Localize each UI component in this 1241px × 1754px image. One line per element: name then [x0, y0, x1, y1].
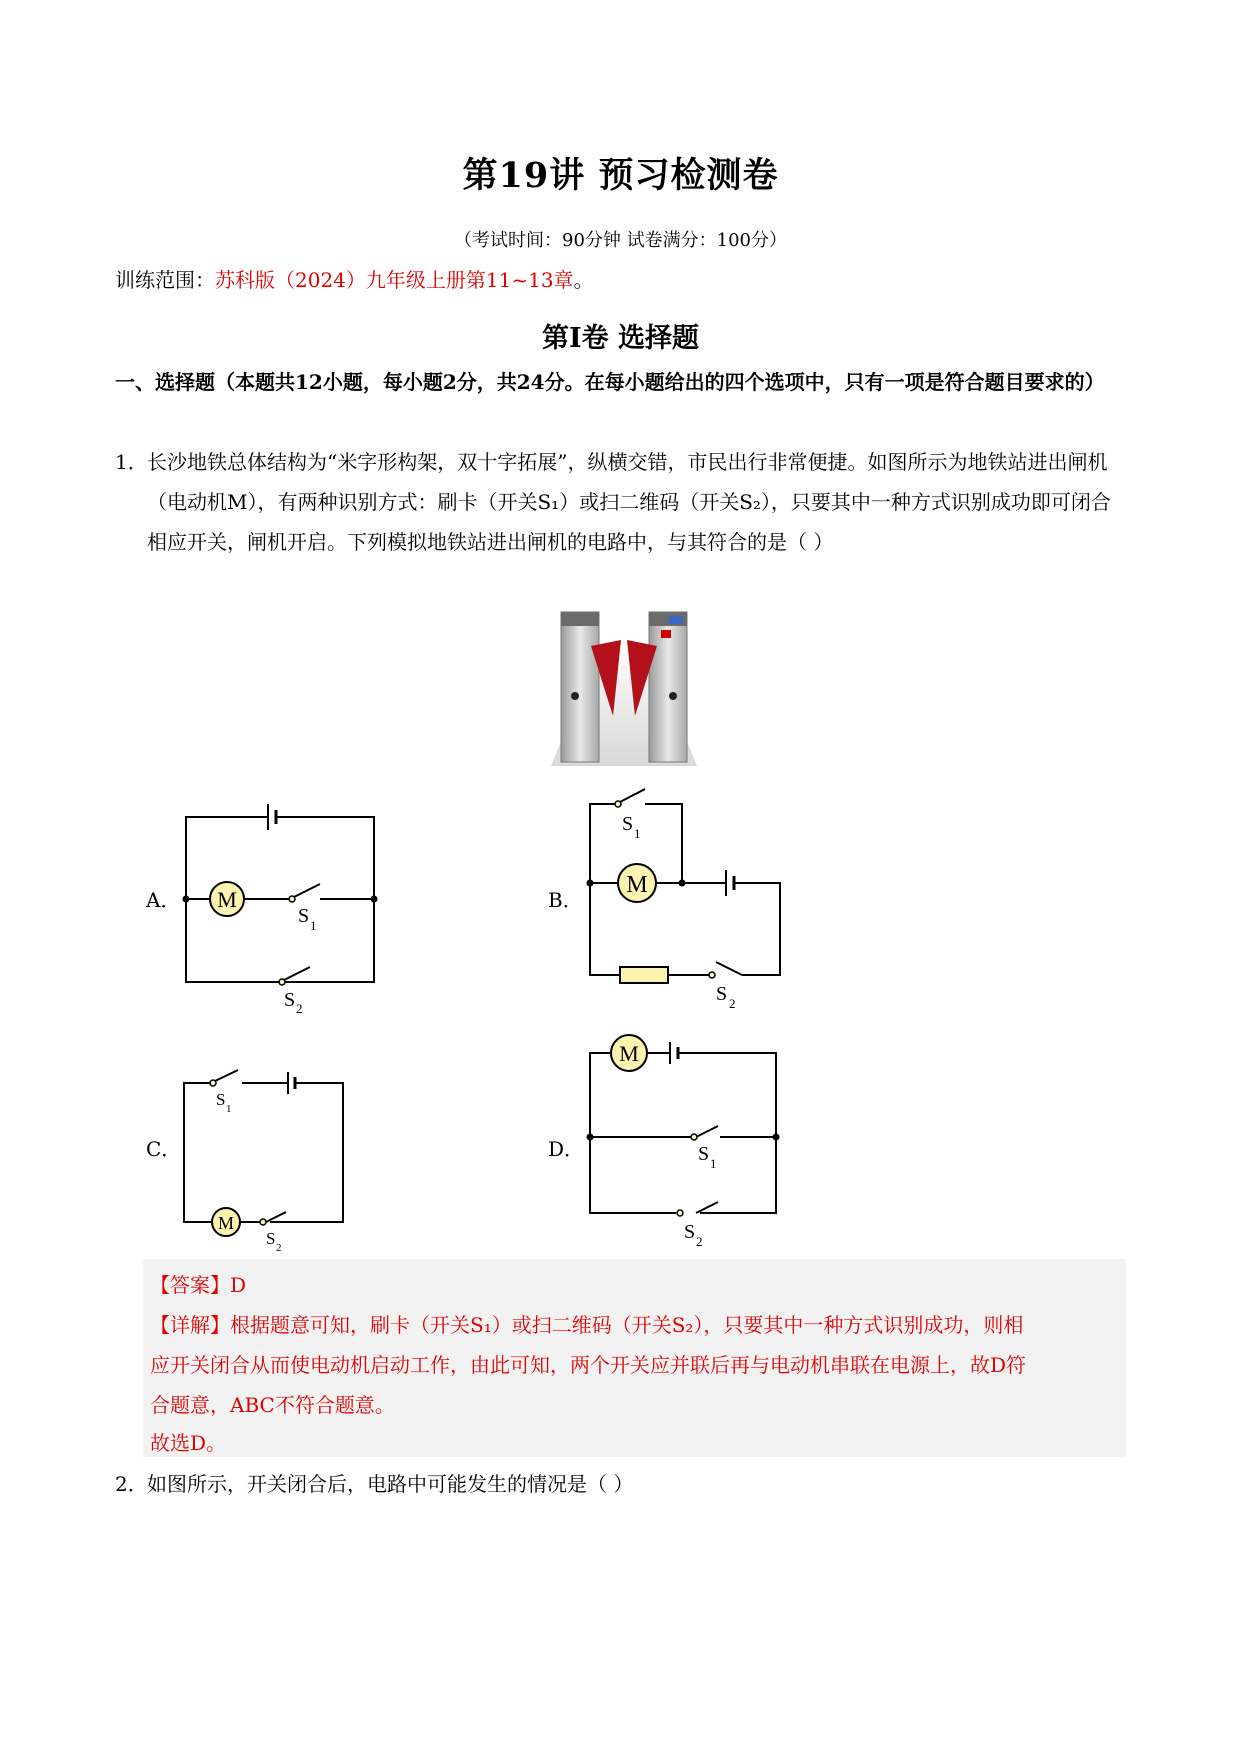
circuit-b [585, 785, 785, 1017]
circuit-d [585, 1028, 785, 1253]
switch-subscript: 2 [276, 1242, 282, 1254]
switch-label: S [622, 813, 634, 835]
answer-value: D [230, 1273, 247, 1297]
question-2 [115, 1464, 1125, 1504]
part-title: 第Ⅰ卷 选择题 [541, 323, 700, 354]
option-a-label: A． [146, 888, 181, 912]
circuit-c [180, 1060, 355, 1255]
switch-subscript: 2 [296, 1001, 303, 1016]
question-number: 2． [115, 1472, 148, 1496]
answer-line [150, 1269, 246, 1298]
explanation-line-2: 应开关闭合从而使电动机启动工作，由此可知，两个开关应并联后再与电动机串联在电源上，故D符 [150, 1353, 1027, 1377]
option-b-label: B． [548, 888, 583, 912]
answer-conclusion: 故选D。 [150, 1431, 227, 1455]
switch-subscript: 1 [710, 1156, 717, 1171]
switch-label: S [266, 1229, 276, 1248]
switch-label: S [298, 905, 310, 927]
question-number: 1． [115, 450, 148, 474]
scope-end: 。 [573, 268, 594, 292]
switch-label: S [216, 1090, 226, 1109]
switch-label: S [284, 989, 296, 1011]
scope-label: 训练范围： [115, 268, 215, 292]
resistor [620, 967, 668, 983]
motor-label: M [217, 887, 237, 912]
switch-subscript: 1 [310, 918, 317, 933]
switch-subscript: 2 [696, 1234, 703, 1249]
motor-label: M [217, 1213, 235, 1233]
question-1 [115, 442, 1125, 562]
training-scope [115, 264, 594, 293]
switch-subscript: 2 [729, 996, 736, 1011]
page-title: 第19讲 预习检测卷 [462, 155, 779, 196]
explanation-text: 根据题意可知，刷卡（开关S₁）或扫二维码（开关S₂），只要其中一种方式识别成功，则相 [230, 1313, 1024, 1337]
switch-label: S [716, 983, 728, 1005]
question-text: 长沙地铁总体结构为“米字形构架，双十字拓展”，纵横交错，市民出行非常便捷。如图所示为地铁站进出闸机（电动机M），有两种识别方式：刷卡（开关S₁）或扫二维码（开关S₂），只要其中一种方式识别成功即可闭合相应开关，闸机开启。下列模拟地铁站进出闸机的电路中，与其符合的是（ ） [147, 450, 1111, 554]
scope-value: 苏科版（2024）九年级上册第11~13章 [215, 268, 574, 292]
motor-label: M [619, 1041, 639, 1066]
explanation-line-3: 合题意，ABC不符合题意。 [150, 1393, 395, 1417]
question-text: 如图所示，开关闭合后，电路中可能发生的情况是（ ） [147, 1472, 634, 1496]
switch-subscript: 1 [634, 826, 641, 841]
explanation-line-1 [150, 1309, 1023, 1338]
answer-tag: 【答案】 [150, 1273, 230, 1297]
switch-subscript: 1 [226, 1103, 232, 1115]
explanation-tag: 【详解】 [150, 1313, 230, 1337]
option-d-label: D． [548, 1137, 585, 1161]
exam-info: （考试时间：90分钟 试卷满分：100分） [454, 230, 787, 251]
switch-label: S [698, 1143, 710, 1165]
switch-label: S [684, 1221, 696, 1243]
motor-label: M [626, 872, 648, 898]
option-c-label: C． [146, 1137, 182, 1161]
circuit-a [180, 795, 390, 1016]
section-heading: 一、选择题（本题共12小题，每小题2分，共24分。在每小题给出的四个选项中，只有一项是符合题目要求的） [115, 370, 1105, 394]
turnstile-image [551, 606, 697, 766]
